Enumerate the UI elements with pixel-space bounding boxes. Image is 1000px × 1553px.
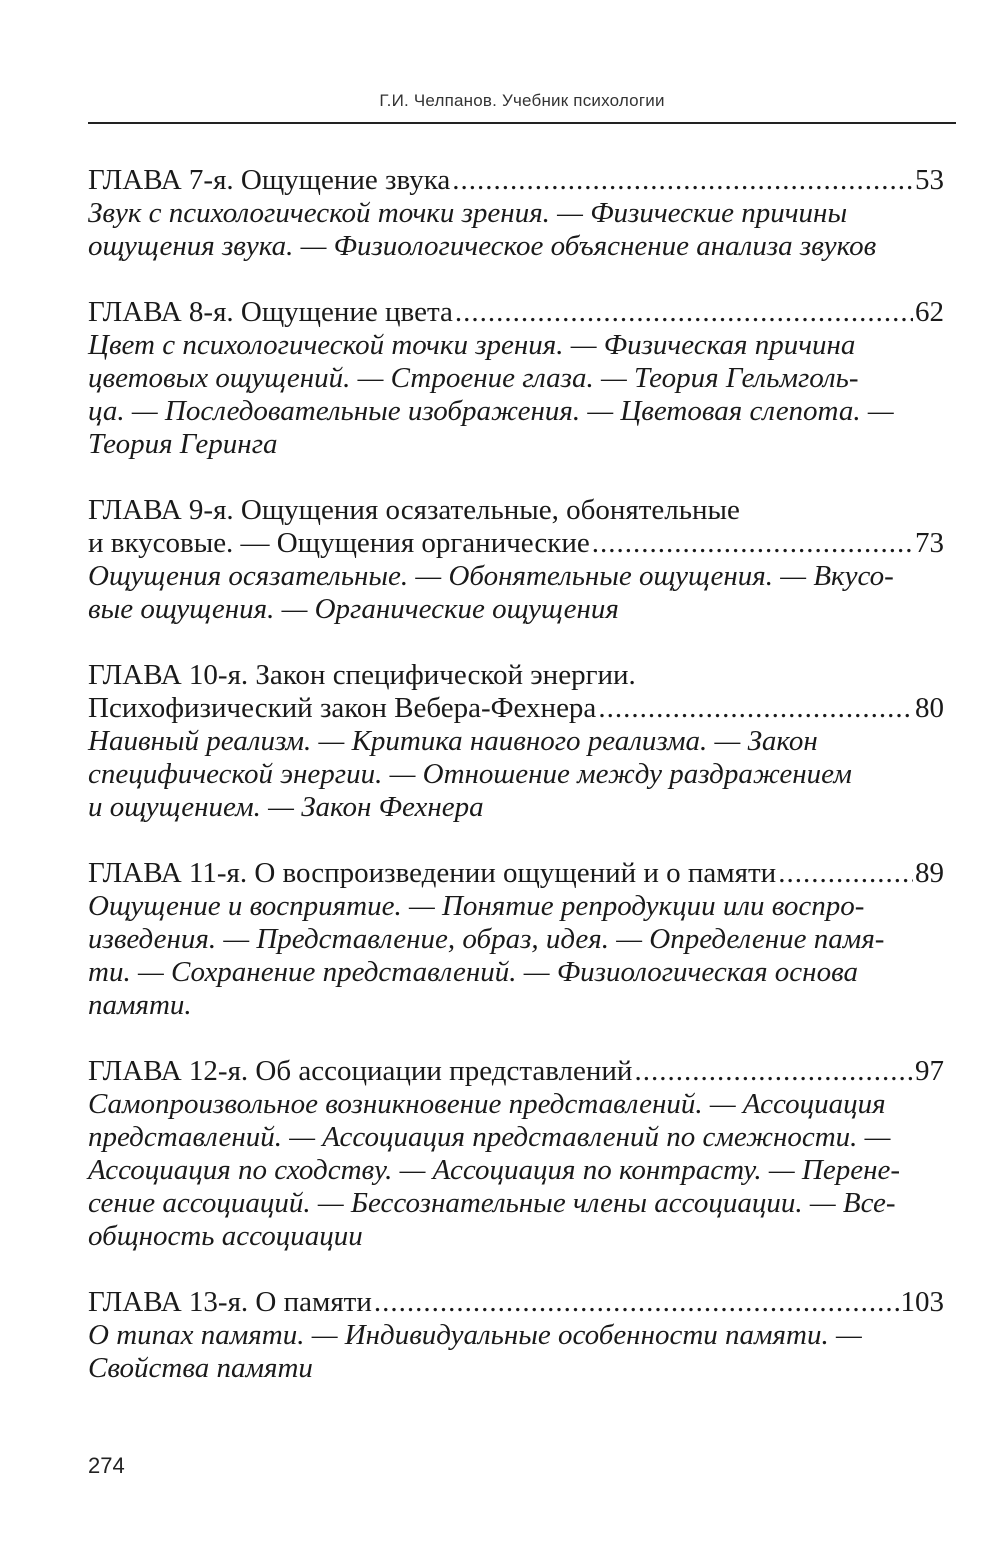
chapter-summary-line: вые ощущения. — Органические ощущения (88, 593, 619, 625)
chapter-summary-line: Ощущение и восприятие. — Понятие репродукции или воспро- (88, 890, 865, 922)
chapter-summary-line: памяти. (88, 989, 192, 1021)
chapter-summary-line: изведения. — Представление, образ, идея. — Определение памя- (88, 923, 885, 955)
toc-entry-chapter-10 (88, 659, 944, 824)
toc-entry-chapter-13 (88, 1286, 944, 1385)
toc-title-row (88, 527, 944, 560)
chapter-summary-line: и ощущением. — Закон Фехнера (88, 791, 484, 823)
dot-leader (598, 692, 913, 725)
toc-entry-chapter-8 (88, 296, 944, 461)
chapter-title: ГЛАВА 7-я. Ощущение звука (88, 164, 451, 196)
chapter-summary-line: Звук с психологической точки зрения. — Физические причины (88, 197, 848, 229)
chapter-page-number: 73 (915, 527, 944, 559)
chapter-summary-line: Ощущения осязательные. — Обонятельные ощущения. — Вкусо- (88, 560, 894, 592)
dot-leader (374, 1286, 899, 1319)
chapter-summary-line: ощущения звука. — Физиологическое объяснение анализа звуков (88, 230, 877, 262)
chapter-summary-line: Наивный реализм. — Критика наивного реализма. — Закон (88, 725, 818, 757)
chapter-page-number: 62 (915, 296, 944, 328)
chapter-title: ГЛАВА 8-я. Ощущение цвета (88, 296, 453, 328)
toc-title-row (88, 296, 944, 329)
chapter-summary-line: О типах памяти. — Индивидуальные особенности памяти. — (88, 1319, 862, 1351)
chapter-summary-line: ти. — Сохранение представлений. — Физиологическая основа (88, 956, 858, 988)
chapter-title-line: ГЛАВА 10-я. Закон специфической энергии. (88, 659, 636, 691)
chapter-summary-line: Самопроизвольное возникновение представлений. — Ассоциация (88, 1088, 886, 1120)
running-header: Г.И. Челпанов. Учебник психологии (379, 91, 665, 110)
chapter-title: ГЛАВА 13-я. О памяти (88, 1286, 372, 1318)
toc-title-row (88, 857, 944, 890)
chapter-page-number: 80 (915, 692, 944, 724)
toc-entry-chapter-11 (88, 857, 944, 1022)
table-of-contents (88, 164, 944, 1416)
toc-title-row (88, 1055, 944, 1088)
chapter-title: Психофизический закон Вебера-Фехнера (88, 692, 597, 724)
chapter-summary-line: Свойства памяти (88, 1352, 313, 1384)
chapter-title: ГЛАВА 11-я. О воспроизведении ощущений и о памяти (88, 857, 777, 889)
dot-leader (634, 1055, 913, 1088)
chapter-page-number: 97 (915, 1055, 944, 1087)
toc-entry-chapter-12 (88, 1055, 944, 1253)
chapter-summary-line: Цвет с психологической точки зрения. — Физическая причина (88, 329, 856, 361)
header-rule (88, 122, 956, 124)
toc-title-row (88, 692, 944, 725)
toc-entry-chapter-7 (88, 164, 944, 263)
chapter-title: ГЛАВА 12-я. Об ассоциации представлений (88, 1055, 633, 1087)
dot-leader (778, 857, 913, 890)
chapter-page-number: 103 (900, 1286, 944, 1318)
dot-leader (452, 164, 913, 197)
chapter-summary-line: общность ассоциации (88, 1220, 363, 1252)
chapter-summary-line: Теория Геринга (88, 428, 278, 460)
chapter-title: и вкусовые. — Ощущения органические (88, 527, 590, 559)
dot-leader (455, 296, 913, 329)
chapter-title-line: ГЛАВА 9-я. Ощущения осязательные, обонятельные (88, 494, 740, 526)
toc-title-row (88, 1286, 944, 1319)
chapter-summary-line: специфической энергии. — Отношение между раздражением (88, 758, 852, 790)
chapter-summary-line: ца. — Последовательные изображения. — Цветовая слепота. — (88, 395, 894, 427)
toc-entry-chapter-9 (88, 494, 944, 626)
chapter-summary-line: цветовых ощущений. — Строение глаза. — Теория Гельмголь- (88, 362, 859, 394)
chapter-summary-line: сение ассоциаций. — Бессознательные члены ассоциации. — Все- (88, 1187, 896, 1219)
chapter-summary-line: представлений. — Ассоциация представлений по смежности. — (88, 1121, 891, 1153)
toc-title-row (88, 164, 944, 197)
chapter-summary-line: Ассоциация по сходству. — Ассоциация по контрасту. — Перене- (88, 1154, 901, 1186)
chapter-page-number: 89 (915, 857, 944, 889)
page-number: 274 (88, 1453, 125, 1478)
dot-leader (592, 527, 913, 560)
chapter-page-number: 53 (915, 164, 944, 196)
